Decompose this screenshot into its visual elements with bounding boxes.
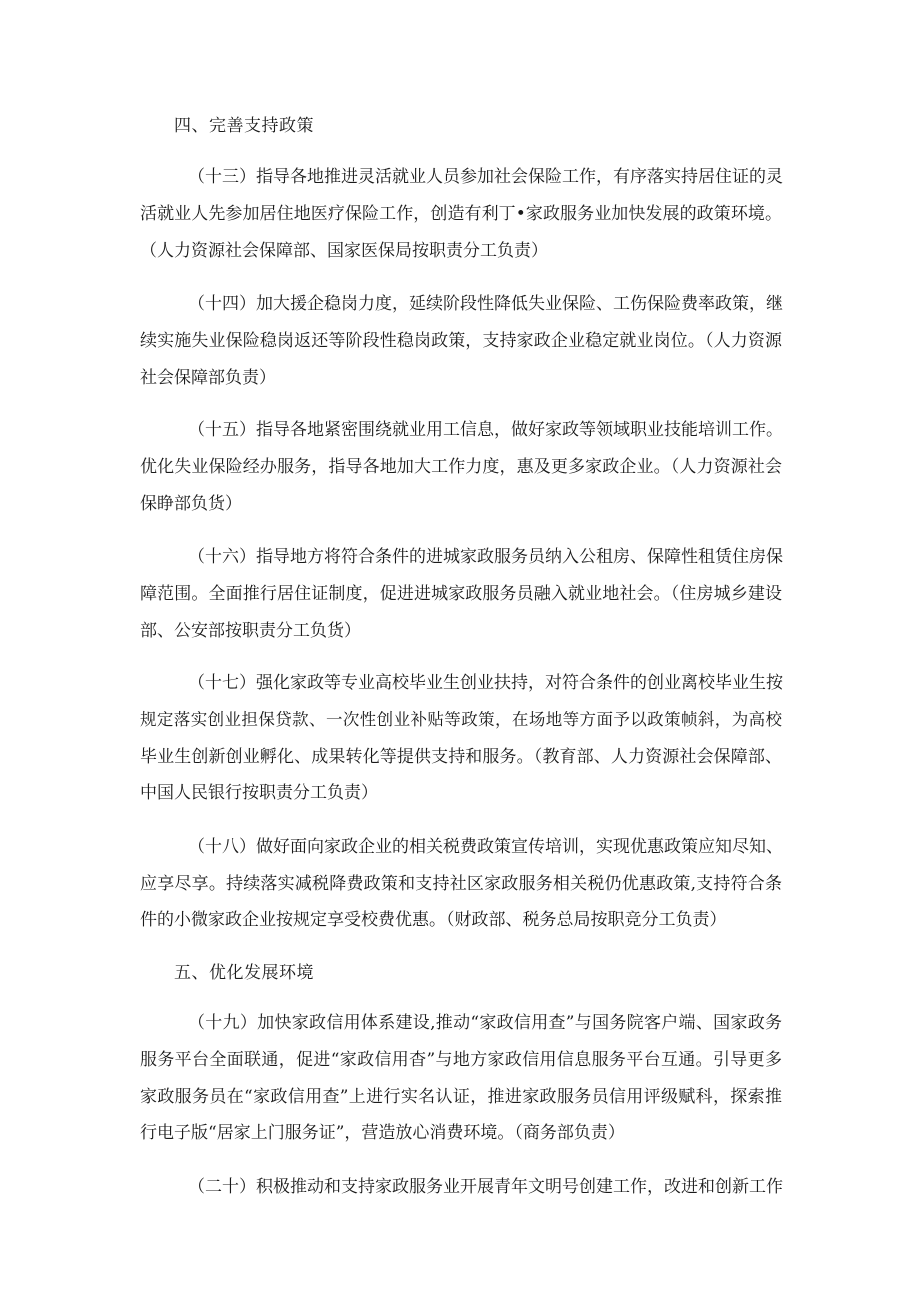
paragraph-line: 活就业人先参加居住地医疗保险工作，创造有利丁•家政服务业加快发展的政策环境。 — [140, 204, 782, 224]
paragraph-line: 件的小微家政企业按规定享受校费优惠。（财政部、税务总局按职竞分工负责） — [140, 910, 727, 930]
paragraph-line: 毕业生创新创业孵化、成果转化等提供支持和服务。（教育部、人力资源社会保障部、 — [140, 747, 782, 767]
paragraph-line: （二十）积极推动和支持家政服务业开展青年文明号创建工作，改进和创新工作 — [188, 1177, 783, 1197]
paragraph-line: 行电子版“居家上门服务证”，营造放心消费环境。（商务部负责） — [140, 1123, 625, 1143]
paragraph-line: 中国人民银行按职责分工负责） — [140, 783, 378, 803]
section-heading: 五、优化发展环境 — [174, 963, 314, 983]
paragraph-line: （十四）加大援企稳岗力度，延续阶段性降低失业保险、工伤保险费率政策，继 — [188, 294, 783, 314]
paragraph-line: 障范围。全面推行居住证制度，促进进城家政服务员融入就业地社会。（住房城乡建设 — [140, 584, 782, 604]
section-heading: 四、完善支持政策 — [174, 116, 314, 136]
paragraph-line: （十七）强化家政等专业高校毕业生创业扶持，对符合条件的创业离校毕业生按 — [188, 673, 783, 693]
paragraph-line: （十五）指导各地紧密围绕就业用工信息，做好家政等领域职业技能培训工作。 — [188, 420, 783, 440]
paragraph-line: 部、公安部按职责分工负货） — [140, 621, 361, 641]
paragraph-line: 保睁部负货） — [140, 494, 242, 514]
paragraph-line: 服务平台全面联通，促进“家政信用杳”与地方家政信用信息服务平台互通。引导更多 — [140, 1050, 782, 1070]
paragraph-line: 续实施失业保险稳岗返还等阶段性稳岗政策，支持家政企业稳定就业岗位。（人力资源 — [140, 331, 782, 351]
paragraph-line: 应享尽享。持续落实减税降费政策和支持社区家政服务相关税仍优惠政策,支持符合条 — [140, 874, 782, 894]
paragraph-line: 社会保障部负责） — [140, 368, 276, 388]
paragraph-line: （十六）指导地方将符合条件的进城家政服务员纳入公租房、保障性租赁住房保 — [188, 547, 783, 567]
paragraph-line: （人力资源社会保障部、国家医保局按职责分工负责） — [140, 241, 548, 261]
paragraph-line: （十九）加快家政信用体系建设,推动“家政信用查”与国务院客户端、国家政务 — [188, 1013, 782, 1033]
paragraph-line: 规定落实创业担保贷款、一次性创业补贴等政策，在场地等方面予以政策帧斜，为高校 — [140, 710, 782, 729]
paragraph-line: （十三）指导各地推进灵活就业人员参加社会保险工作，有序落实持居住证的灵 — [188, 167, 783, 187]
paragraph-line: 优化失业保险经办服务，指导各地加大工作力度，惠及更多家政企业。（人力资源社会 — [140, 457, 782, 477]
paragraph-line: 家政服务员在“家政信用查”上进行实名认证，推进家政服务员信用评级赋科，探索推 — [140, 1087, 782, 1107]
paragraph-line: （十八）做好面向家政企业的相关税费政策宣传培训，实现优惠政策应知尽知、 — [188, 837, 783, 857]
